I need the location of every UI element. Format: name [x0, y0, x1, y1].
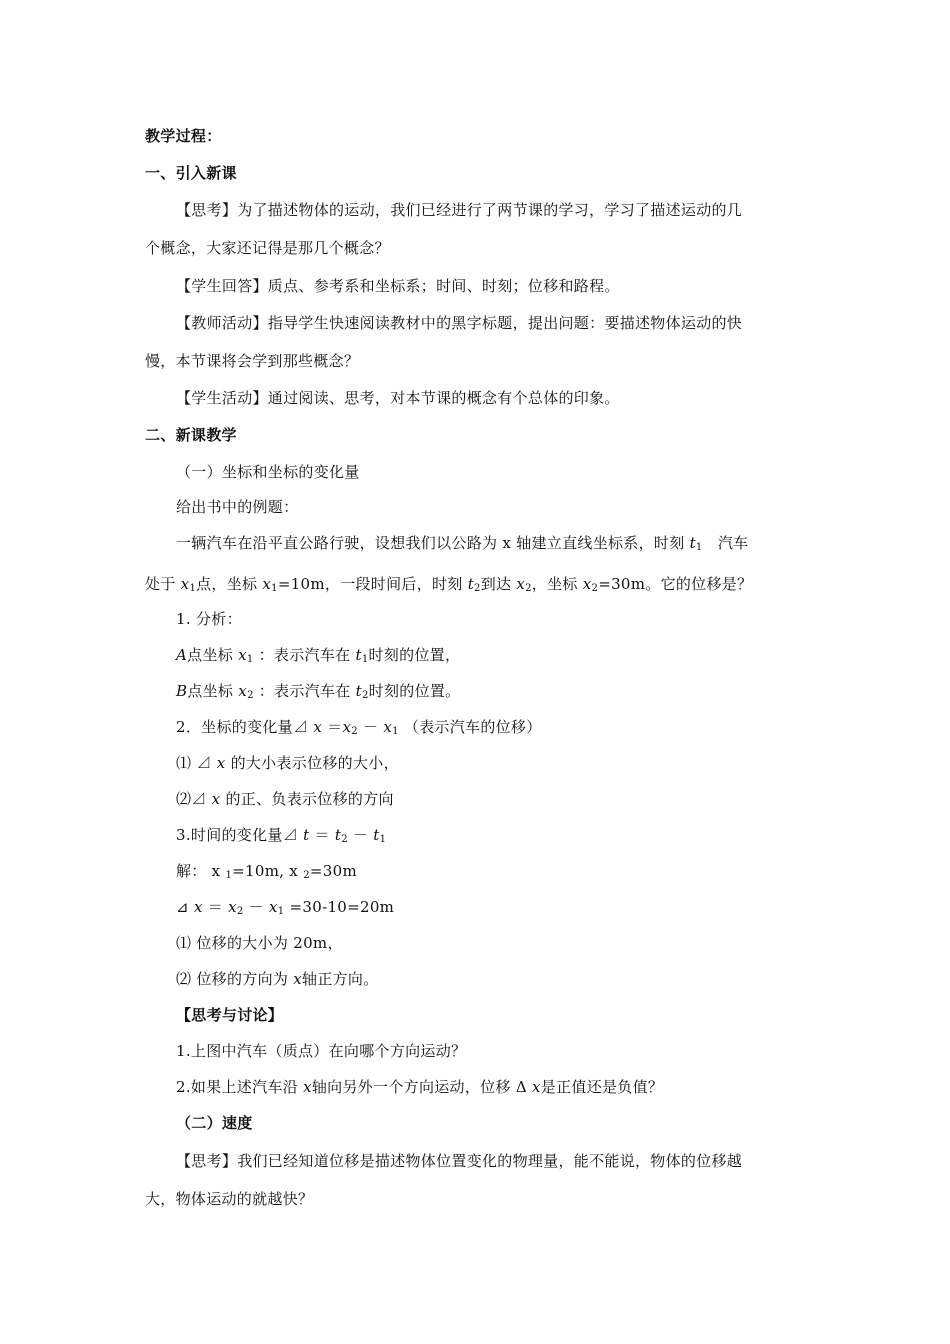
subsection-coordinates-title: （一）坐标和坐标的变化量 — [176, 463, 360, 481]
result-direction: ⑵ 位移的方向为 x轴正方向。 — [176, 970, 379, 988]
delta-x-magnitude: ⑴ ⊿ x 的大小表示位移的大小， — [176, 754, 399, 772]
solution-values: 解： x $_1$=10m, x $_2$=30m — [176, 862, 357, 881]
delta-x-sign: ⑵⊿ x 的正、负表示位移的方向 — [176, 790, 394, 808]
discussion-title: 【思考与讨论】 — [176, 1006, 284, 1024]
section-2-title: 二、新课教学 — [145, 426, 237, 444]
analysis-title: 1. 分析： — [176, 610, 242, 628]
result-magnitude: ⑴ 位移的大小为 20m， — [176, 934, 343, 952]
point-b-description: B点坐标 $x_2$ ：表示汽车在 $t_2$时刻的位置。 — [176, 682, 461, 701]
example-line-1: 一辆汽车在沿平直公路行驶，设想我们以公路为 x 轴建立直线坐标系，时刻 $t_1$ 汽车 — [176, 534, 749, 553]
teacher-activity-line-2: 慢，本节课将会学到那些概念？ — [145, 352, 360, 370]
section-1-title: 一、引入新课 — [145, 164, 237, 182]
student-activity: 【学生活动】通过阅读、思考，对本节课的概念有个总体的印象。 — [176, 389, 620, 407]
example-intro: 给出书中的例题： — [176, 498, 299, 516]
subsection-velocity-title: （二）速度 — [176, 1114, 253, 1132]
displacement-calculation: ⊿ $x = x_2 - x_1 =30-10=20m$ — [176, 898, 395, 917]
teacher-activity-line-1: 【教师活动】指导学生快速阅读教材中的黑字标题，提出问题：要描述物体运动的快 — [176, 314, 743, 332]
discussion-question-1: 1.上图中汽车（质点）在向哪个方向运动？ — [176, 1042, 467, 1060]
think-paragraph-line-2: 个概念，大家还记得是那几个概念？ — [145, 239, 390, 257]
delta-t-definition: 3.时间的变化量⊿ $t = t_2 - t_1$ — [176, 826, 387, 845]
discussion-question-2: 2.如果上述汽车沿 x轴向另外一个方向运动，位移 Δ x是正值还是负值？ — [176, 1078, 664, 1096]
point-a-description: A点坐标 $x_1$ ：表示汽车在 $t_1$时刻的位置， — [176, 646, 461, 665]
student-answer: 【学生回答】质点、参考系和坐标系；时间、时刻；位移和路程。 — [176, 277, 620, 295]
example-line-2: 处于 $x_1$点，坐标 $x_1=10m$，一段时间后，时刻 $t_2$到达 $x_2$，坐标 $x_2=30m$。它的位移是？ — [145, 575, 753, 594]
heading-teaching-process: 教学过程： — [145, 127, 222, 145]
think2-line-2: 大，物体运动的就越快？ — [145, 1190, 314, 1208]
think2-line-1: 【思考】我们已经知道位移是描述物体位置变化的物理量，能不能说，物体的位移越 — [176, 1152, 743, 1170]
delta-x-definition: 2．坐标的变化量⊿ $x =x_2 - x_1$ （表示汽车的位移） — [176, 718, 542, 737]
think-paragraph-line-1: 【思考】为了描述物体的运动，我们已经进行了两节课的学习，学习了描述运动的几 — [176, 201, 743, 219]
